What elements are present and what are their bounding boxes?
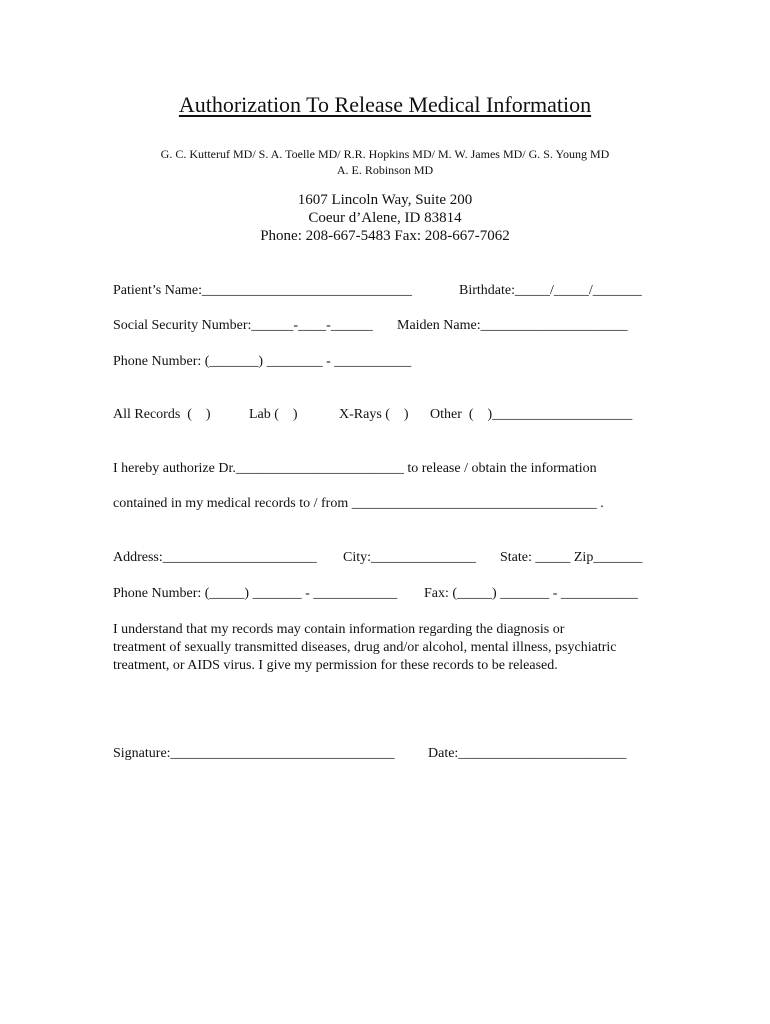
consent-paragraph <box>113 621 673 675</box>
other-checkbox[interactable]: Other ( )____________________ <box>430 407 633 422</box>
city-field[interactable]: City:_______________ <box>343 550 477 565</box>
lab-checkbox[interactable]: Lab ( ) <box>249 407 298 422</box>
maiden-name-field[interactable]: Maiden Name:_____________________ <box>397 318 628 333</box>
clinic-city-state: Coeur d’Alene, ID 83814 <box>308 210 462 226</box>
consent-line-1: I understand that my records may contain information regarding the diagnosis or <box>113 622 565 637</box>
patient-phone-field[interactable]: Phone Number: (_______) ________ - ___________ <box>113 354 412 369</box>
signature-field[interactable]: Signature:________________________________ <box>113 746 395 761</box>
doctors-list-line-1: G. C. Kutteruf MD/ S. A. Toelle MD/ R.R. Hopkins MD/ M. W. James MD/ G. S. Young MD <box>160 147 610 161</box>
ssn-field[interactable]: Social Security Number:______-____-______ <box>113 318 373 333</box>
patient-name-field[interactable]: Patient’s Name:______________________________ <box>113 283 413 298</box>
state-zip-field[interactable]: State: _____ Zip_______ <box>500 550 643 565</box>
recipient-fax-field[interactable]: Fax: (_____) _______ - ___________ <box>424 586 638 601</box>
consent-line-2: treatment of sexually transmitted diseases, drug and/or alcohol, mental illness, psychiatric <box>113 640 617 655</box>
date-field[interactable]: Date:________________________ <box>428 746 627 761</box>
authorize-doctor-field[interactable]: I hereby authorize Dr.________________________ to release / obtain the information <box>113 461 597 476</box>
clinic-phone-fax: Phone: 208-667-5483 Fax: 208-667-7062 <box>260 228 510 244</box>
consent-line-3: treatment, or AIDS virus. I give my permission for these records to be released. <box>113 658 558 673</box>
form-title: Authorization To Release Medical Information <box>178 92 592 117</box>
all-records-checkbox[interactable]: All Records ( ) <box>113 407 211 422</box>
birthdate-field[interactable]: Birthdate:_____/_____/_______ <box>459 283 642 298</box>
recipient-phone-field[interactable]: Phone Number: (_____) _______ - ____________ <box>113 586 398 601</box>
doctors-list-line-2: A. E. Robinson MD <box>336 163 434 177</box>
address-field[interactable]: Address:______________________ <box>113 550 317 565</box>
xrays-checkbox[interactable]: X-Rays ( ) <box>339 407 409 422</box>
release-to-from-field[interactable]: contained in my medical records to / from ___________________________________ . <box>113 496 604 511</box>
clinic-street-address: 1607 Lincoln Way, Suite 200 <box>297 192 473 208</box>
